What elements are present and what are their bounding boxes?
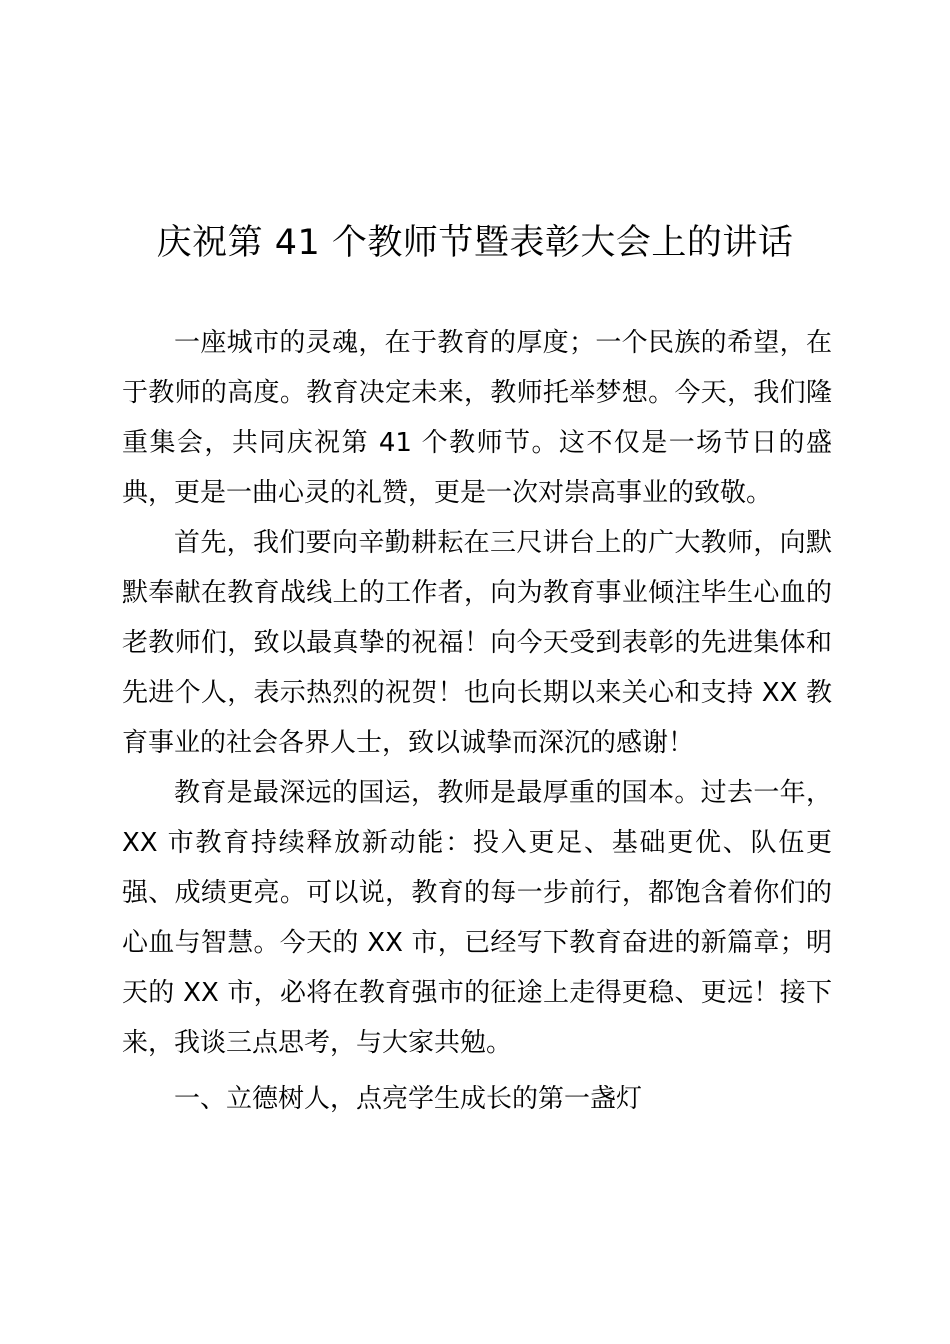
paragraph-3: 教育是最深远的国运，教师是最厚重的国本。过去一年，XX 市教育持续释放新动能：投入更足、基础更优、队伍更强、成绩更亮。可以说，教育的每一步前行，都饱含着你们的心血与智慧。今天的 XX 市，已经写下教育奋进的新篇章；明天的 XX 市，必将在教育强市的征途上走得更稳、更远！接下来，我谈三点思考，与大家共勉。: [122, 778, 832, 1058]
paragraph-2: 首先，我们要向辛勤耕耘在三尺讲台上的广大教师，向默默奉献在教育战线上的工作者，向为教育事业倾注毕生心血的老教师们，致以最真挚的祝福！向今天受到表彰的先进集体和先进个人，表示热烈的祝贺！也向长期以来关心和支持 XX 教育事业的社会各界人士，致以诚挚而深沉的感谢！: [122, 528, 832, 758]
section-heading: 一、立德树人，点亮学生成长的第一盏灯: [174, 1084, 643, 1114]
document-body: [122, 318, 832, 1124]
document-title: 庆祝第 41 个教师节暨表彰大会上的讲话: [156, 223, 794, 263]
paragraph-1: 一座城市的灵魂，在于教育的厚度；一个民族的希望，在于教师的高度。教育决定未来，教师托举梦想。今天，我们隆重集会，共同庆祝第 41 个教师节。这不仅是一场节日的盛典，更是一曲心灵的礼赞，更是一次对崇高事业的致敬。: [122, 328, 832, 508]
